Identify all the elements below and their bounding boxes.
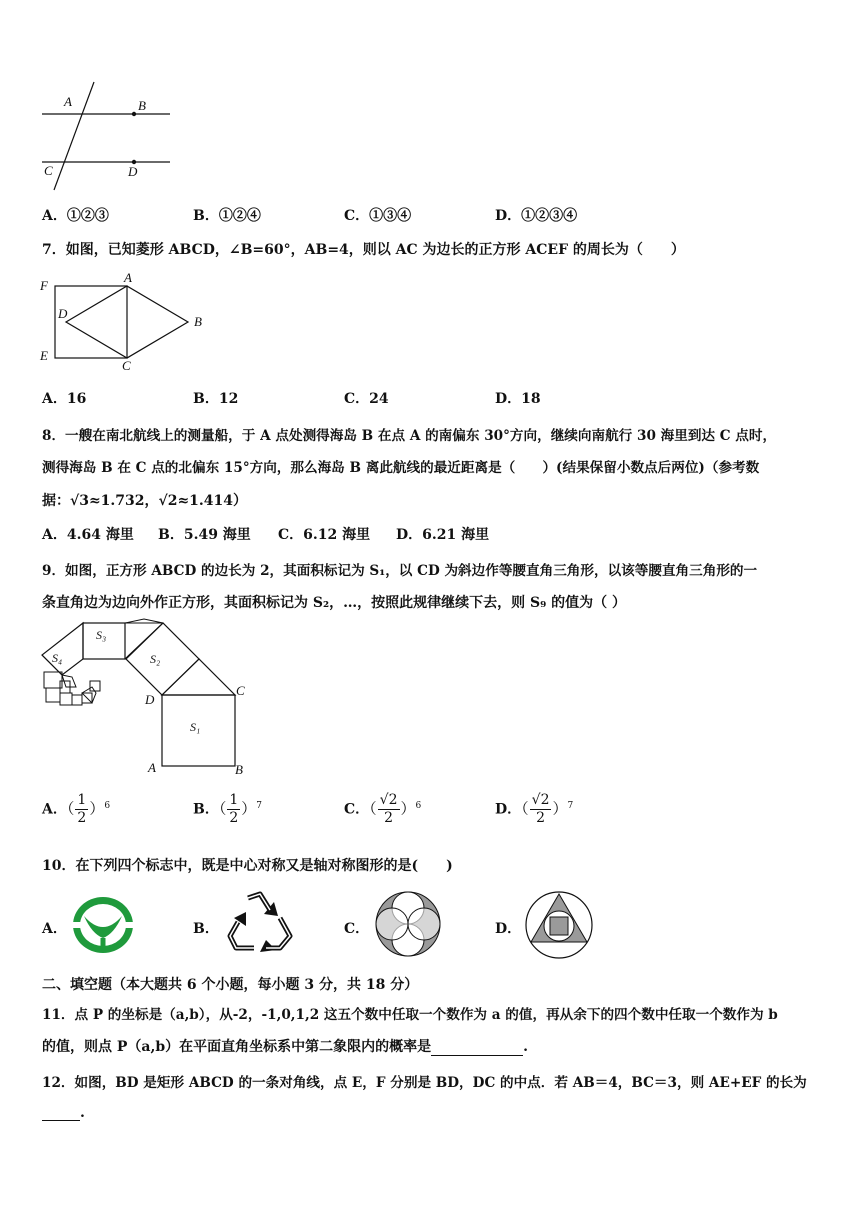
q7-label-e: E: [40, 348, 48, 363]
q9-option-d: D．（ $\frac{√2}{2}$ ）$^7$: [495, 792, 574, 826]
q9-stem-line1: 9．如图，正方形 ABCD 的边长为 2，其面积标记为 S₁，以 CD 为斜边作等腰直角三角形，以该等腰直角三角形的一: [42, 563, 758, 579]
q6-option-c: C．①③④: [344, 208, 412, 224]
q7-label-b: B: [194, 314, 202, 329]
q9-label-s1: S₁: [190, 720, 201, 734]
q8-stem-line1: 8．一艘在南北航线上的测量船，于 A 点处测得海岛 B 在点 A 的南偏东 30°方向，继续向南航行 30 海里到达 C 点时，: [42, 428, 777, 444]
q9-label-s4: S₄: [52, 651, 63, 665]
section-heading-fill-in: 二、填空题（本大题共 6 个小题，每小题 3 分，共 18 分）: [42, 977, 419, 993]
q11-answer-blank[interactable]: [431, 1039, 523, 1056]
q8-option-d: D．6.21 海里: [396, 527, 490, 543]
recycle-symbol-icon: [224, 890, 296, 956]
q7-label-c: C: [122, 358, 131, 373]
q6-label-c: C: [44, 163, 53, 178]
q7-option-b: B．12: [193, 391, 239, 407]
q11-stem-line1: 11．点 P 的坐标是（a,b），从-2，-1,0,1,2 这五个数中任取一个数作为 a 的值，再从余下的四个数中任取一个数作为 b: [42, 1007, 778, 1023]
q9-label-d: D: [145, 692, 155, 707]
q11-stem-line2: 的值，则点 P（a,b）在平面直角坐标系中第二象限内的概率是 .: [42, 1039, 529, 1055]
q6-option-a: A．①②③: [42, 208, 109, 224]
q9-label-a: A: [148, 760, 156, 775]
q12-stem-line2: .: [42, 1104, 85, 1121]
q8-stem-line3: 据：√3≈1.732，√2≈1.414）: [42, 493, 248, 509]
q8-option-c: C．6.12 海里: [278, 527, 371, 543]
q12-stem-line1: 12．如图，BD 是矩形 ABCD 的一条对角线，点 E，F 分别是 BD，DC 的中点．若 AB＝4，BC＝3，则 AE+EF 的长为: [42, 1075, 807, 1091]
q7-option-c: C．24: [344, 391, 389, 407]
four-petal-circle-logo-icon: [374, 890, 442, 958]
q10-option-b-label: B．: [193, 921, 219, 937]
q7-label-f: F: [40, 278, 48, 293]
q7-label-d: D: [58, 306, 68, 321]
q9-label-b: B: [235, 762, 243, 777]
q8-option-a: A．4.64 海里: [42, 527, 134, 543]
q9-option-a: A．（ $\frac{1}{2}$ ）$^6$: [42, 792, 111, 826]
q6-option-d: D．①②③④: [495, 208, 578, 224]
q9-label-s3: S₃: [96, 628, 107, 642]
q10-option-c-label: C．: [344, 921, 370, 937]
q6-label-a: A: [64, 94, 72, 109]
q12-answer-blank[interactable]: [42, 1104, 80, 1121]
q7-option-d: D．18: [495, 391, 541, 407]
green-food-logo-icon: [70, 894, 136, 956]
q8-option-b: B．5.49 海里: [158, 527, 251, 543]
q10-option-d-label: D．: [495, 921, 522, 937]
q6-option-b: B．①②④: [193, 208, 261, 224]
q9-option-b: B．（ $\frac{1}{2}$ ）$^7$: [193, 792, 263, 826]
q7-label-a: A: [124, 270, 132, 285]
q9-label-s2: S₂: [150, 652, 161, 666]
q9-square-spiral-figure: [36, 615, 251, 780]
q9-label-c: C: [236, 683, 245, 698]
q6-label-d: D: [128, 164, 138, 179]
q8-stem-line2: 测得海岛 B 在 C 点的北偏东 15°方向，那么海岛 B 离此航线的最近距离是（ ）(结果保留小数点后两位)（参考数: [42, 460, 760, 476]
triangle-in-circle-logo-icon: [524, 890, 594, 960]
q10-option-a-label: A．: [42, 921, 67, 937]
q9-stem-line2: 条直角边为边向外作正方形，其面积标记为 S₂，…，按照此规律继续下去，则 S₉ 的值为（ ）: [42, 595, 626, 611]
q6-parallel-lines-figure: [36, 80, 176, 195]
q7-option-a: A．16: [42, 391, 87, 407]
q9-option-c: C．（ $\frac{√2}{2}$ ）$^6$: [344, 792, 422, 826]
q10-stem: 10．在下列四个标志中，既是中心对称又是轴对称图形的是( ): [42, 858, 453, 874]
q6-label-b: B: [138, 98, 146, 113]
q7-stem: 7．如图，已知菱形 ABCD，∠B=60°，AB=4，则以 AC 为边长的正方形 ACEF 的周长为（ ）: [42, 242, 685, 258]
